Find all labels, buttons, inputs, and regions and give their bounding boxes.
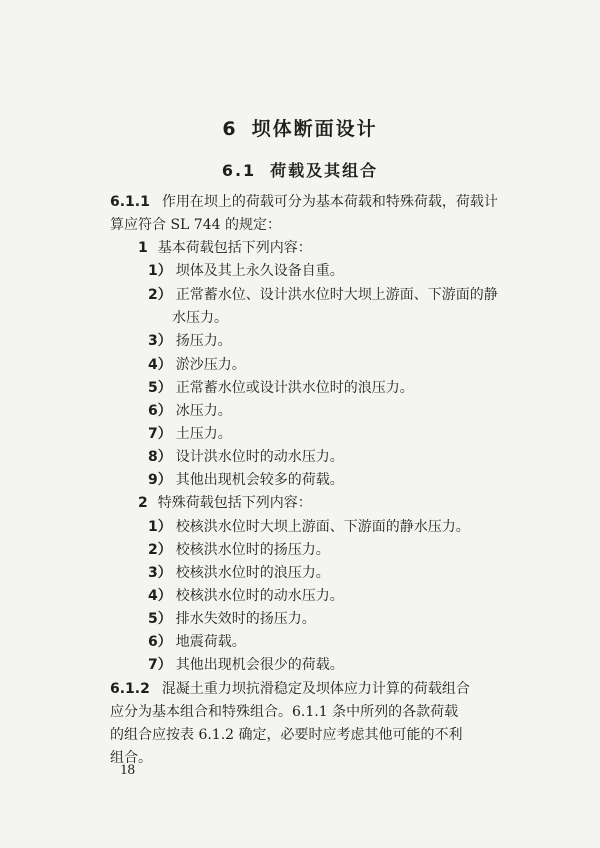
item-text: 特殊荷载包括下列内容： [157,495,312,511]
list-number: 4） [148,588,172,604]
list-number: 1） [148,519,172,535]
item-number: 1 [138,240,148,256]
list-text: 校核洪水位时的扬压力。 [175,542,330,558]
list-item [148,470,344,490]
list-item [148,655,344,675]
list-text: 土压力。 [175,426,232,442]
list-item [148,401,232,421]
page-number: 18 [120,762,135,778]
list-number: 6） [148,634,172,650]
list-item [148,586,344,606]
list-text: 冰压力。 [175,403,232,419]
list-number: 7） [148,657,172,673]
chapter-title [0,114,600,141]
list-item-continuation: 水压力。 [172,310,228,326]
list-item [148,378,414,398]
item-number: 2 [138,495,148,511]
clause-6-1-1-line-2: 算应符合 SL 744 的规定： [110,217,281,233]
list-item [148,261,344,281]
list-number: 7） [148,426,172,442]
list-text: 校核洪水位时的浪压力。 [175,565,330,581]
list-number: 2） [148,542,172,558]
list-text: 淤沙压力。 [175,357,246,373]
chapter-heading: 坝体断面设计 [251,118,378,140]
list-item [148,517,470,537]
clause-6-1-2-line-4: 组合。 [110,750,152,766]
list-text: 正常蓄水位或设计洪水位时的浪压力。 [175,380,414,396]
clause-6-1-2-line-3: 的组合应按表 6.1.2 确定，必要时应考虑其他可能的不利 [110,727,463,743]
list-number: 5） [148,380,172,396]
list-number: 4） [148,357,172,373]
clause-6-1-1-line-1 [110,192,498,212]
clause-6-1-2-line-2: 应分为基本组合和特殊组合。6.1.1 条中所列的各款荷载 [110,704,459,720]
list-text: 扬压力。 [175,333,232,349]
item-1-heading [138,238,312,258]
list-item [148,632,246,652]
chapter-number: 6 [222,118,238,140]
section-title [0,158,600,181]
list-item [148,447,344,467]
list-text: 校核洪水位时的动水压力。 [175,588,344,604]
clause-number: 6.1.2 [110,681,150,697]
list-item [148,609,316,629]
clause-text: 混凝土重力坝抗滑稳定及坝体应力计算的荷载组合 [161,681,470,697]
item-2-heading [138,493,312,513]
list-text: 其他出现机会较多的荷载。 [175,472,344,488]
list-text: 地震荷载。 [175,634,246,650]
list-number: 2） [148,287,172,303]
list-number: 1） [148,263,172,279]
list-item [148,355,246,375]
list-text: 校核洪水位时大坝上游面、下游面的静水压力。 [175,519,470,535]
list-item [148,331,232,351]
section-heading: 荷载及其组合 [270,161,379,180]
list-number: 8） [148,449,172,465]
list-text: 设计洪水位时的动水压力。 [175,449,344,465]
clause-text: 作用在坝上的荷载可分为基本荷载和特殊荷载，荷载计 [161,194,498,210]
clause-number: 6.1.1 [110,194,150,210]
list-number: 3） [148,565,172,581]
list-item [148,285,498,305]
list-text: 其他出现机会很少的荷载。 [175,657,344,673]
list-number: 6） [148,403,172,419]
list-number: 3） [148,333,172,349]
list-text: 排水失效时的扬压力。 [175,611,316,627]
list-text: 正常蓄水位、设计洪水位时大坝上游面、下游面的静 [175,287,498,303]
list-number: 9） [148,472,172,488]
list-item [148,424,232,444]
item-text: 基本荷载包括下列内容： [157,240,312,256]
list-text: 坝体及其上永久设备自重。 [175,263,344,279]
clause-6-1-2-line-1 [110,679,470,699]
section-number: 6.1 [221,161,257,180]
list-number: 5） [148,611,172,627]
list-item [148,563,330,583]
list-item [148,540,330,560]
